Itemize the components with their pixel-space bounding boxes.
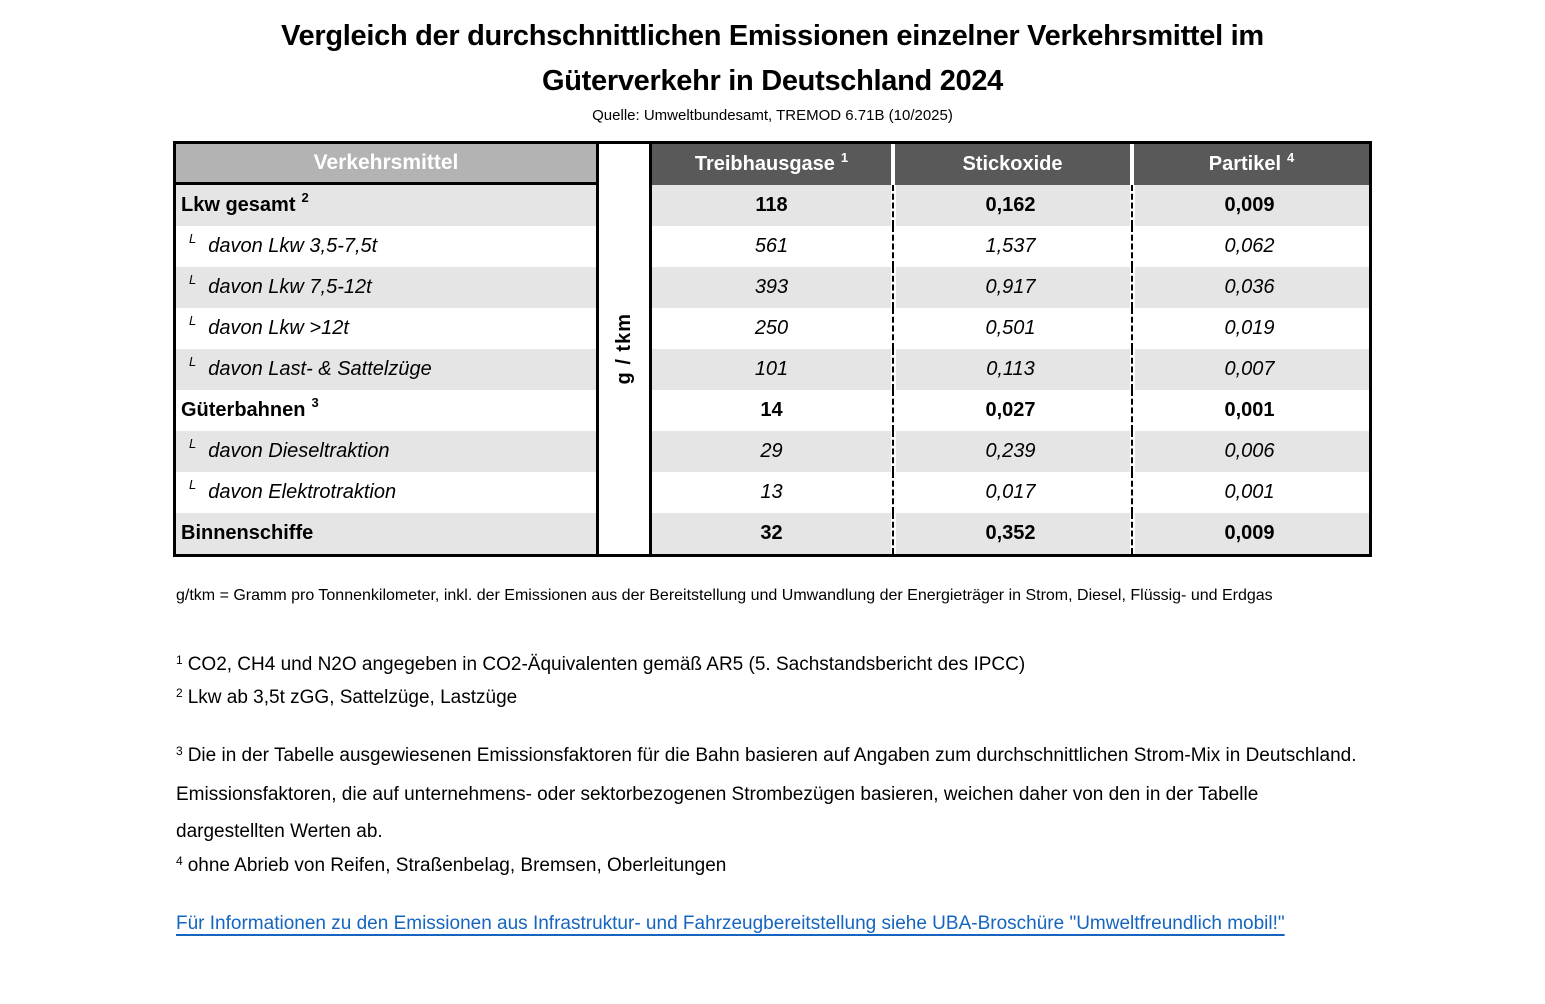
value-cell: 393 (652, 267, 891, 308)
sub-item-marker: L (189, 272, 197, 287)
footnote-text: ohne Abrieb von Reifen, Straßenbelag, Bremsen, Oberleitungen (187, 855, 727, 876)
value-cell: 0,007 (1130, 349, 1369, 390)
row-label-lkw-75-12 (176, 267, 596, 308)
row-label-text: Lkw gesamt (181, 194, 296, 216)
value-cell: 0,001 (1130, 390, 1369, 431)
figure-page (0, 14, 1545, 1004)
column-header-stickoxide (891, 144, 1130, 185)
row-label-text: Binnenschiffe (181, 522, 314, 544)
row-label-binnenschiffe (176, 513, 596, 554)
footnote-marker: 4 (176, 854, 183, 868)
sub-item-marker: L (189, 477, 197, 492)
value-cell: 0,001 (1130, 472, 1369, 513)
footnote-text: Lkw ab 3,5t zGG, Sattelzüge, Lastzüge (187, 687, 518, 708)
uba-broschure-link[interactable]: Für Informationen zu den Emissionen aus Infrastruktur- und Fahrzeugbereitstellung siehe UBA-Broschüre "Umweltfreundlich mobil!" (176, 913, 1285, 934)
footnote-marker: 1 (840, 150, 849, 165)
value-cell: 32 (652, 513, 891, 554)
footnote-marker: 4 (1287, 150, 1295, 165)
sub-item-marker: L (189, 436, 197, 451)
column-header-label: Verkehrsmittel (313, 151, 459, 174)
footnote-group-1 (176, 649, 1369, 715)
row-label-text: davon Last- & Sattelzüge (208, 358, 432, 380)
value-cell: 561 (754, 235, 789, 257)
row-label-text: davon Lkw 3,5-7,5t (208, 235, 378, 257)
column-header-label: Stickoxide (962, 153, 1063, 175)
value-cell: 0,239 (891, 431, 1130, 472)
emissions-table (173, 141, 1372, 557)
footnote-text: Die in der Tabelle ausgewiesenen Emissionsfaktoren für die Bahn basieren auf Angaben zum durchschnittlichen Strom-Mix in Deutschland. Emissionsfaktoren, die auf unternehmens- oder sektorbezogenen Strombezügen basieren, weichen daher von den in der Tabelle dargestellten Werten ab. (176, 745, 1357, 842)
row-label-text: davon Dieseltraktion (208, 440, 390, 462)
row-label-text: Güterbahnen (181, 399, 306, 421)
row-label-gueterbahnen (176, 390, 596, 431)
row-label-last-sattelzuege (176, 349, 596, 390)
footnotes-section (176, 587, 1369, 940)
footnote-marker: 2 (176, 686, 183, 700)
value-cell: 0,019 (1130, 308, 1369, 349)
value-cell: 118 (652, 185, 891, 226)
value-cell: 0,009 (1130, 513, 1369, 554)
value-cell: 101 (652, 349, 891, 390)
footnote-marker: 3 (311, 395, 319, 410)
footnote-marker: 1 (176, 653, 183, 667)
value-cell: 0,006 (1130, 431, 1369, 472)
value-cell: 0,162 (891, 185, 1130, 226)
value-cell: 0,036 (1130, 267, 1369, 308)
column-header-treibhausgase (652, 144, 891, 185)
value-cell: 0,352 (891, 513, 1130, 554)
row-label-text: davon Lkw >12t (208, 317, 349, 339)
row-label-lkw-gt12 (176, 308, 596, 349)
unit-definition-note: g/tkm = Gramm pro Tonnenkilometer, inkl. der Emissionen aus der Bereitstellung und Umwandlung der Energieträger in Strom, Diesel, Flüssig- und Erdgas (176, 587, 1273, 604)
column-header-verkehrsmittel (176, 144, 596, 185)
value-cell: 0,009 (1130, 185, 1369, 226)
broschure-link-block (176, 907, 1369, 940)
sub-item-marker: L (189, 231, 197, 246)
value-cell: 250 (754, 317, 789, 339)
row-label-text: davon Elektrotraktion (208, 481, 397, 503)
value-cell: 0,017 (891, 472, 1130, 513)
unit-axis-label: g / tkm (612, 313, 635, 385)
value-cell: 0,062 (1130, 226, 1369, 267)
value-cell: 13 (760, 481, 783, 503)
sub-item-marker: L (189, 354, 197, 369)
unit-axis-cell (596, 144, 652, 554)
footnote-marker: 2 (301, 190, 309, 205)
footnote-text: CO2, CH4 und N2O angegeben in CO2-Äquivalenten gemäß AR5 (5. Sachstandsbericht des IPCC) (187, 654, 1026, 675)
column-header-partikel (1130, 144, 1369, 185)
page-title: Vergleich der durchschnittlichen Emissionen einzelner Verkehrsmittel im Güterverkehr in Deutschland 2024 (281, 20, 1264, 97)
value-cell: 14 (760, 399, 783, 421)
column-header-label: Partikel (1208, 153, 1282, 175)
footnote-marker: 3 (176, 744, 183, 758)
row-label-dieseltraktion (176, 431, 596, 472)
footnote-4 (176, 850, 1369, 883)
footnote-group-2 (176, 737, 1369, 883)
value-cell: 0,917 (891, 267, 1130, 308)
row-label-lkw-gesamt (176, 185, 596, 226)
value-cell: 0,113 (891, 349, 1130, 390)
value-cell: 29 (652, 431, 891, 472)
footnote-3 (176, 737, 1369, 850)
column-header-label: Treibhausgase (694, 153, 835, 175)
row-label-text: davon Lkw 7,5-12t (208, 276, 372, 298)
row-label-lkw-35-75 (176, 226, 596, 267)
footnote-1 (176, 649, 1369, 682)
value-cell: 1,537 (891, 226, 1130, 267)
source-line: Quelle: Umweltbundesamt, TREMOD 6.71B (10/2025) (592, 107, 953, 124)
sub-item-marker: L (189, 313, 197, 328)
value-cell: 0,501 (891, 308, 1130, 349)
value-cell: 0,027 (891, 390, 1130, 431)
footnote-2 (176, 682, 1369, 715)
row-label-elektrotraktion (176, 472, 596, 513)
